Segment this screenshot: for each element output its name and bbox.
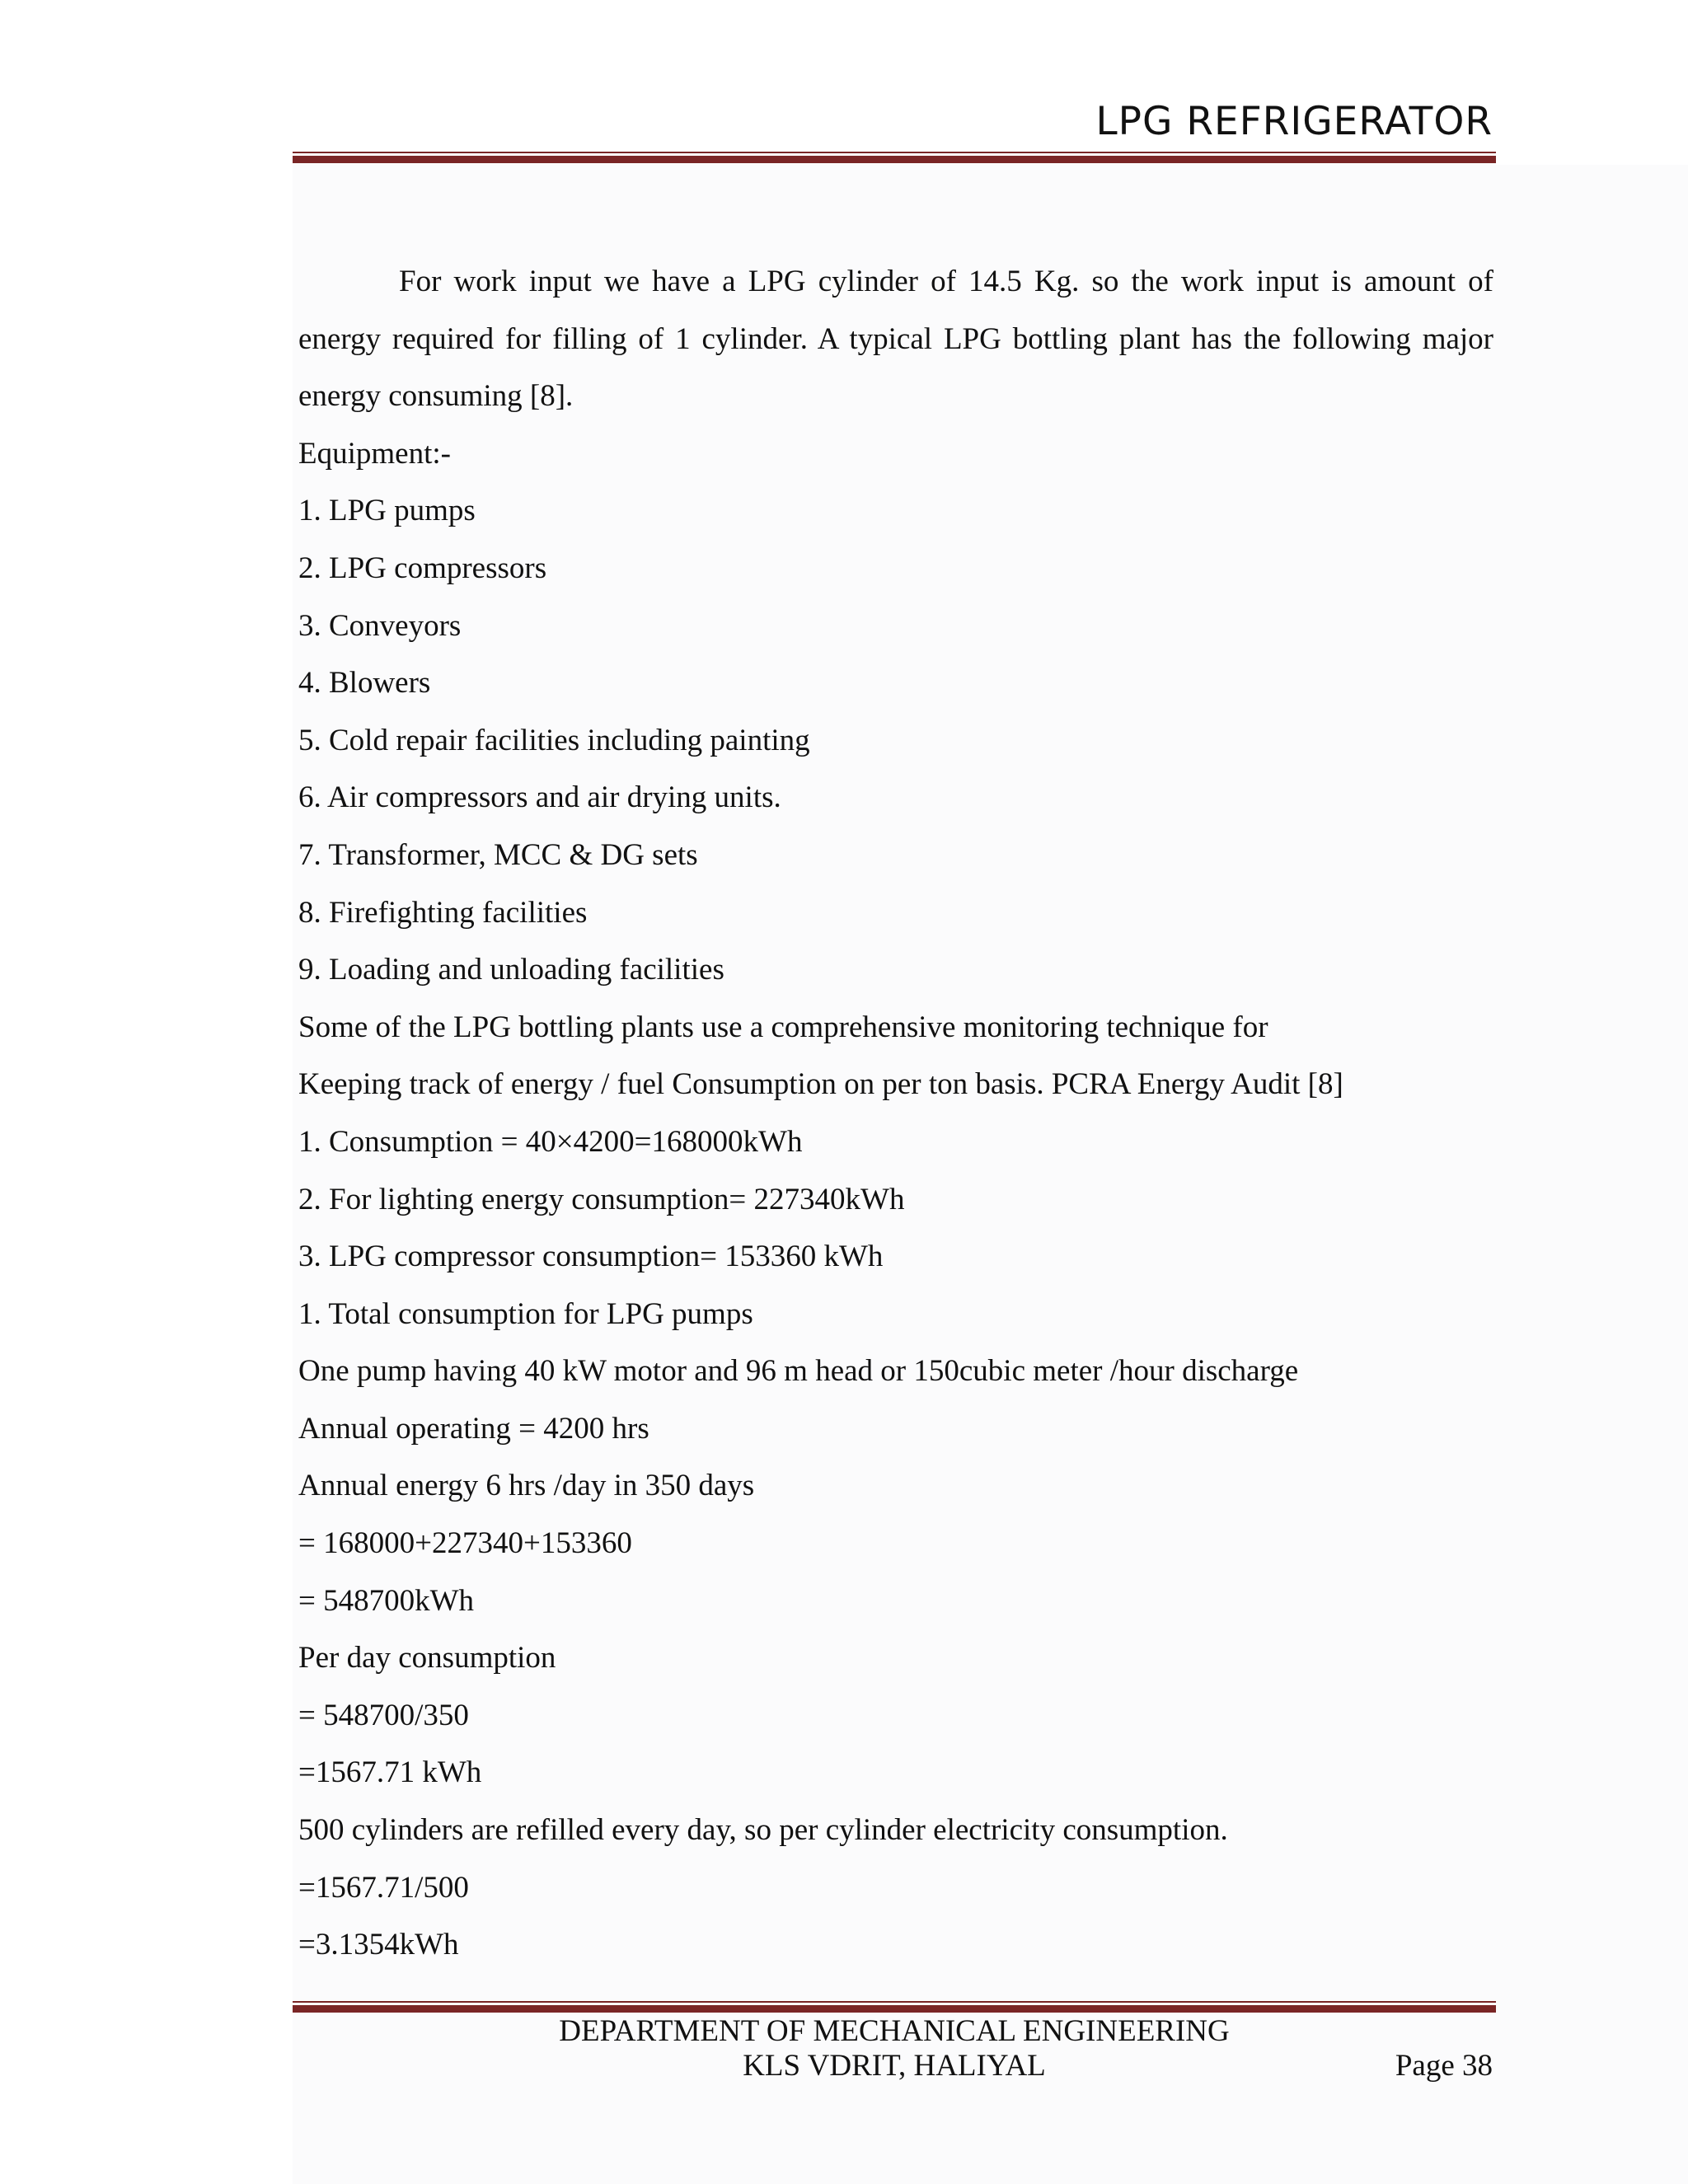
- equipment-heading: Equipment:-: [298, 436, 451, 471]
- equipment-item: 9. Loading and unloading facilities: [298, 953, 724, 987]
- footer-department: DEPARTMENT OF MECHANICAL ENGINEERING: [559, 2014, 1230, 2048]
- equipment-item: 7. Transformer, MCC & DG sets: [298, 837, 698, 872]
- equipment-item: 3. Conveyors: [298, 608, 462, 643]
- page-body: [298, 253, 1493, 1974]
- equipment-item: 5. Cold repair facilities including painting: [298, 723, 810, 757]
- equipment-item: 8. Firefighting facilities: [298, 895, 588, 930]
- calculation-line: 1. Total consumption for LPG pumps: [298, 1296, 753, 1331]
- header-rule: [293, 152, 1496, 163]
- running-header-title: LPG REFRIGERATOR: [1095, 99, 1493, 144]
- audit-item: 1. Consumption = 40×4200=168000kWh: [298, 1124, 803, 1159]
- calculation-line: 500 cylinders are refilled every day, so per cylinder electricity consumption.: [298, 1813, 1228, 1848]
- monitoring-text: Some of the LPG bottling plants use a comprehensive monitoring technique for: [298, 1010, 1268, 1044]
- intro-paragraph: For work input we have a LPG cylinder of 14.5 Kg. so the work input is amount of energy required for filling of 1 cylinder. A typical LPG bottling plant has the following major energy consuming [8].: [298, 265, 1493, 414]
- calculation-line: = 168000+227340+153360: [298, 1526, 632, 1561]
- footer-rule: [293, 2001, 1496, 2013]
- equipment-item: 4. Blowers: [298, 666, 431, 701]
- calculation-line: =1567.71/500: [298, 1870, 469, 1905]
- equipment-item: 6. Air compressors and air drying units.: [298, 780, 781, 815]
- calculation-line: Annual operating = 4200 hrs: [298, 1411, 649, 1446]
- monitoring-text: Keeping track of energy / fuel Consumption on per ton basis. PCRA Energy Audit [8]: [298, 1067, 1343, 1102]
- calculation-line: One pump having 40 kW motor and 96 m head or 150cubic meter /hour discharge: [298, 1354, 1299, 1389]
- audit-item: 2. For lighting energy consumption= 227340kWh: [298, 1182, 905, 1216]
- calculation-line: = 548700kWh: [298, 1583, 475, 1618]
- audit-item: 3. LPG compressor consumption= 153360 kWh: [298, 1240, 884, 1274]
- calculation-line: = 548700/350: [298, 1698, 469, 1732]
- calculation-line: =1567.71 kWh: [298, 1755, 482, 1790]
- equipment-item: 2. LPG compressors: [298, 551, 547, 585]
- calculation-line: Annual energy 6 hrs /day in 350 days: [298, 1469, 755, 1503]
- equipment-item: 1. LPG pumps: [298, 494, 476, 528]
- body-lines: [298, 425, 1493, 1974]
- page-number: Page 38: [1395, 2049, 1493, 2083]
- calculation-result: =3.1354kWh: [298, 1928, 459, 1962]
- calculation-line: Per day consumption: [298, 1641, 556, 1675]
- footer-college: KLS VDRIT, HALIYAL: [743, 2049, 1046, 2083]
